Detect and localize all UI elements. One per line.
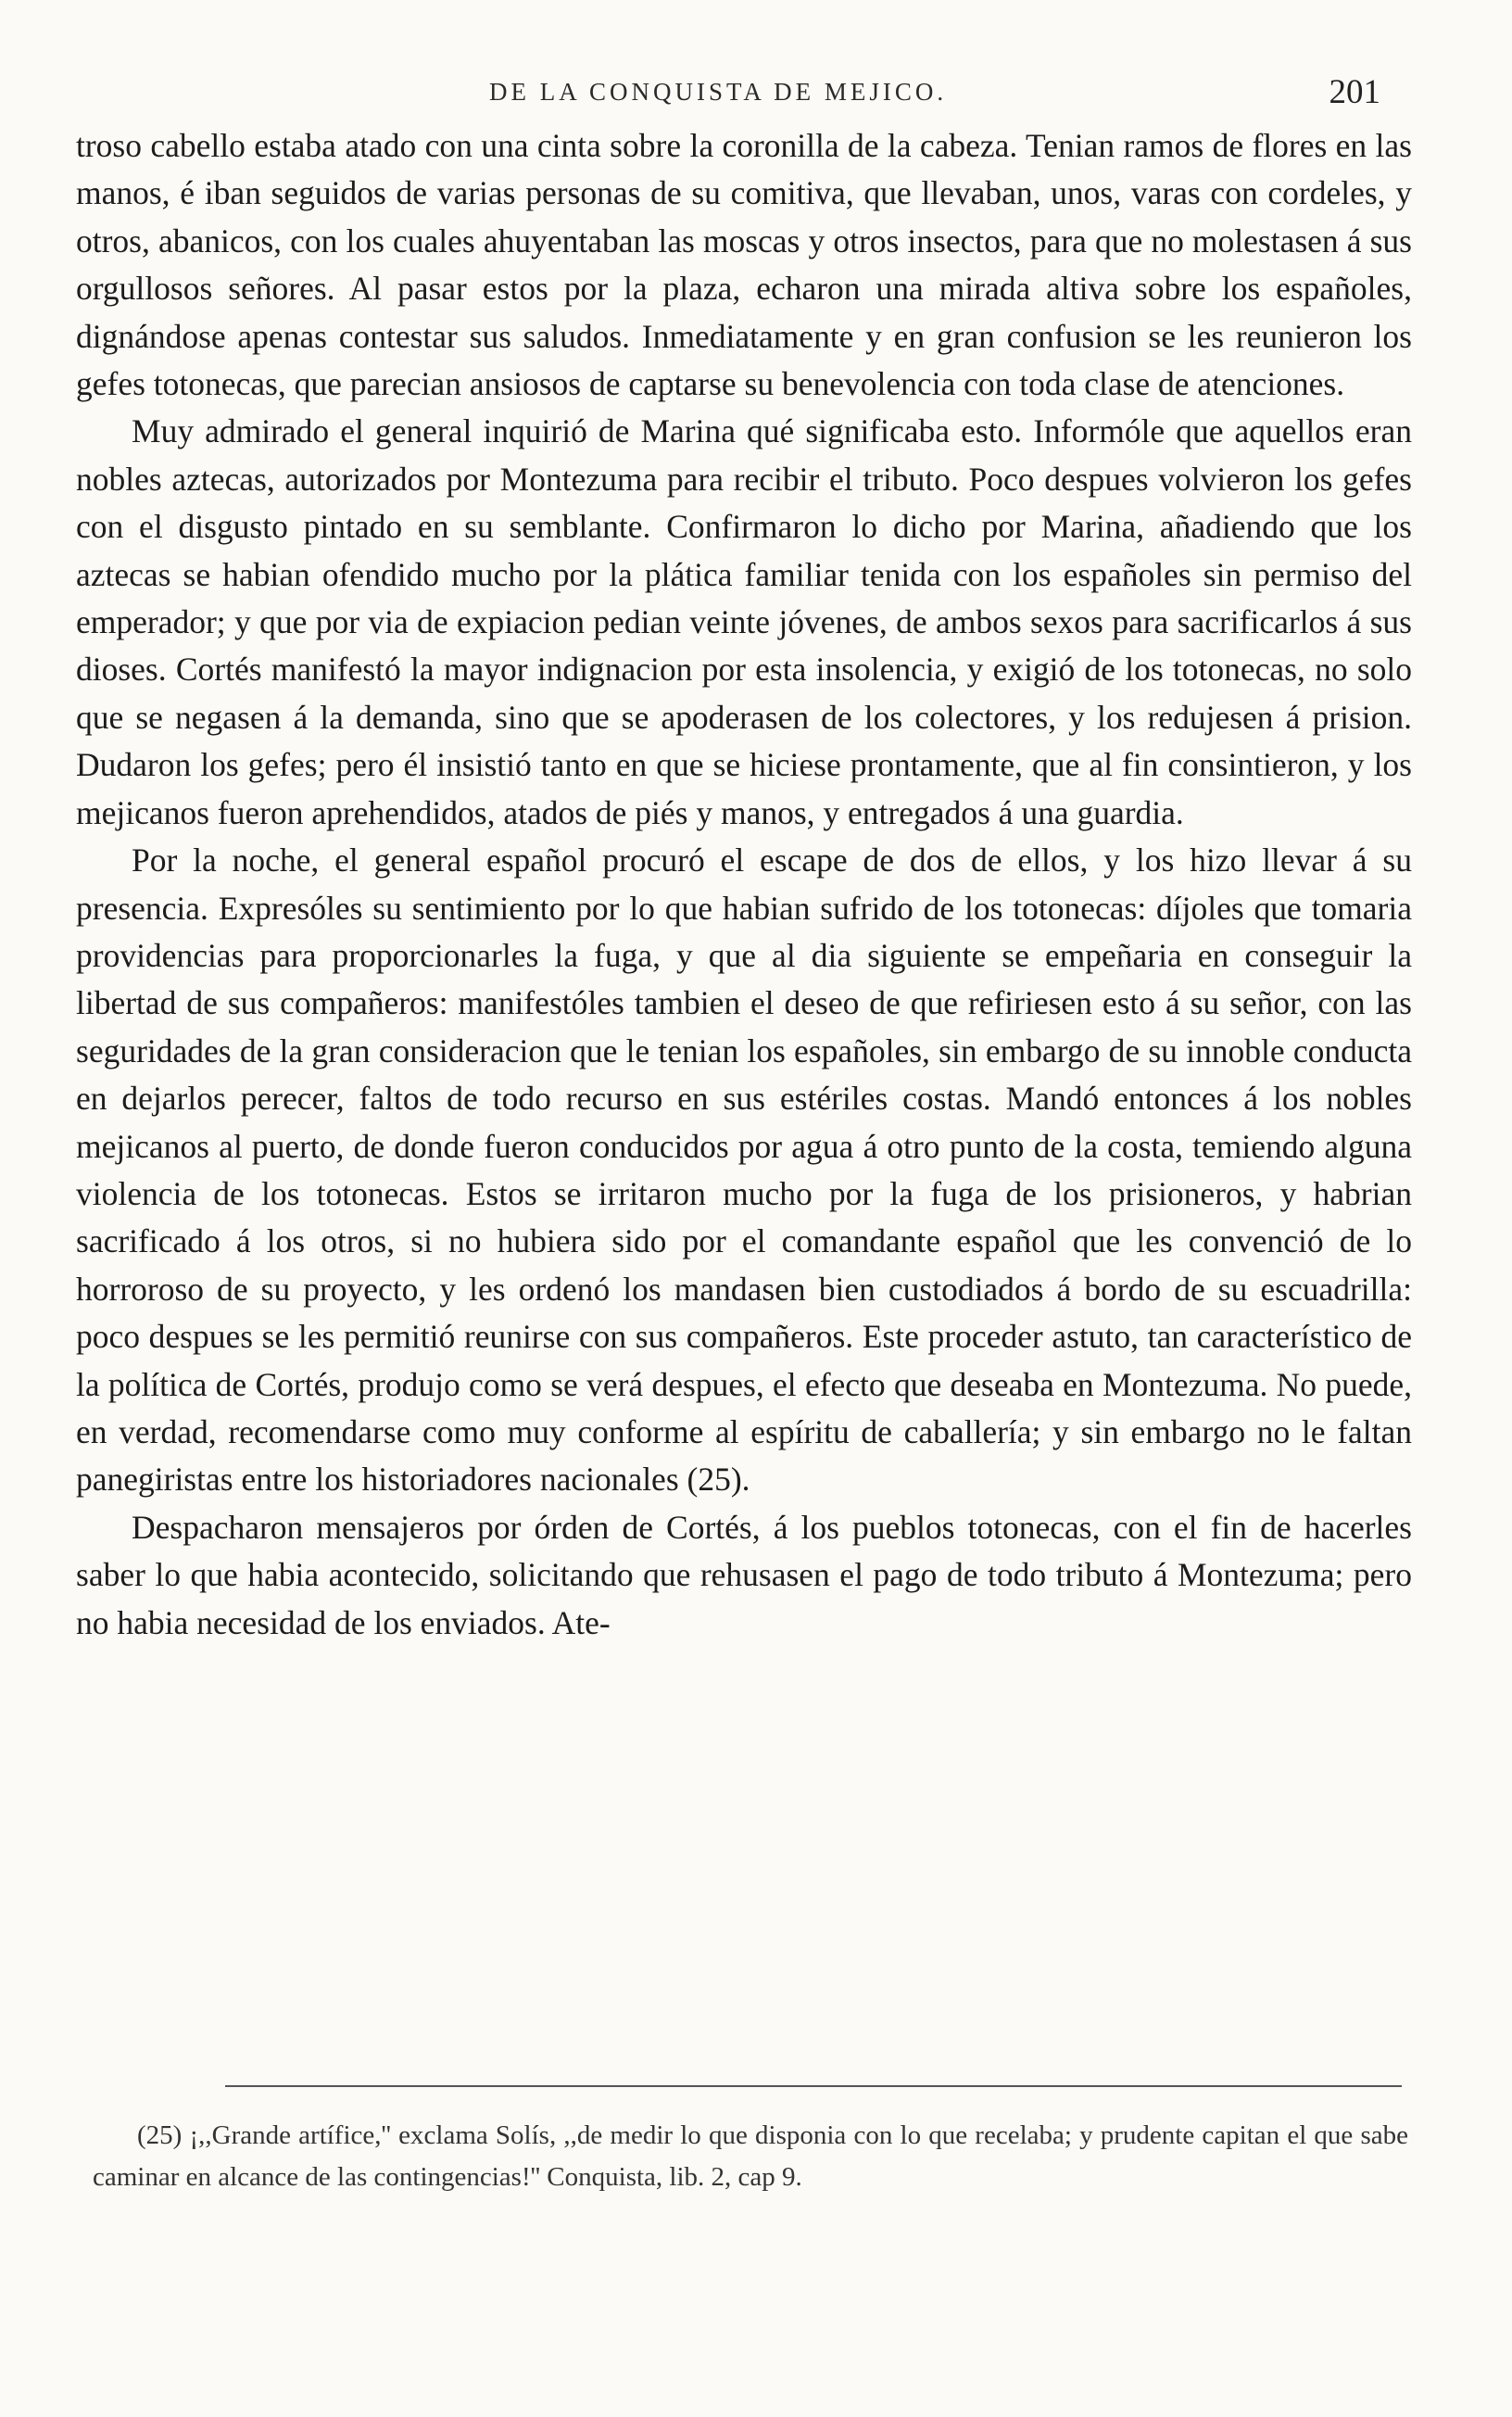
running-title: DE LA CONQUISTA DE MEJICO. [489,78,948,106]
body-text [76,122,1412,1647]
paragraph-2: Muy admirado el general inquirió de Marina qué significaba esto. Informóle que aquellos eran nobles aztecas, autorizados por Montezuma para recibir el tributo. Poco despues volvieron los gefes con el disgusto pintado en su semblante. Confirmaron lo dicho por Marina, añadiendo que los aztecas se habian ofendido mucho por la plática familiar tenida con los españoles sin permiso del emperador; y que por via de expiacion pedian veinte jóvenes, de ambos sexos para sacrificarlos á sus dioses. Cortés manifestó la mayor indignacion por esta insolencia, y exigió de los totonecas, no solo que se negasen á la demanda, sino que se apoderasen de los colectores, y los redujesen á prision. Dudaron los gefes; pero él insistió tanto en que se hiciese prontamente, que al fin consintieron, y los mejicanos fueron aprehendidos, atados de piés y manos, y entregados á una guardia. [76,412,1412,831]
paragraph-3: Por la noche, el general español procuró el escape de dos de ellos, y los hizo llevar á su presencia. Expresóles su sentimiento por lo que habian sufrido de los totonecas: díjoles que tomaria providencias para proporcionarles la fuga, y que al dia siguiente se empeñaria en conseguir la libertad de sus compañeros: manifestóles tambien el deseo de que refiriesen esto á su señor, con las seguridades de la gran consideracion que le tenian los españoles, sin embargo de su innoble conducta en dejarlos perecer, faltos de todo recurso en sus estériles costas. Mandó entonces á los nobles mejicanos al puerto, de donde fueron conducidos por agua á otro punto de la costa, temiendo alguna violencia de los totonecas. Estos se irritaron mucho por la fuga de los prisioneros, y habrian sacrificado á los otros, si no hubiera sido por el comandante español que les convenció de lo horroroso de su proyecto, y les ordenó los mandasen bien custodiados á bordo de su escuadrilla: poco despues se les permitió reunirse con sus compañeros. Este proceder astuto, tan característico de la política de Cortés, produjo como se verá despues, el efecto que deseaba en Montezuma. No puede, en verdad, recomendarse como muy conforme al espíritu de caballería; y sin embargo no le faltan panegiristas entre los historiadores nacionales (25). [76,842,1412,1499]
page-header [148,72,1380,119]
paragraph-4: Despacharon mensajeros por órden de Cortés, á los pueblos totonecas, con el fin de hacerles saber lo que habia acontecido, solicitando que rehusasen el pago de todo tributo á Montezuma; pero no habia necesidad de los enviados. Ate- [76,1508,1412,1641]
footnote-divider [225,2085,1402,2087]
paragraph-1: troso cabello estaba atado con una cinta sobre la coronilla de la cabeza. Tenian ramos de flores en las manos, é iban seguidos de varias personas de su comitiva, que llevaban, unos, varas con cordeles, y otros, abanicos, con los cuales ahuyentaban las moscas y otros insectos, para que no molestasen á sus orgullosos señores. Al pasar estos por la plaza, echaron una mirada altiva sobre los españoles, dignándose apenas contestar sus saludos. Inmediatamente y en gran confusion se les reunieron los gefes totonecas, que parecian ansiosos de captarse su benevolencia con toda clase de atenciones. [76,127,1412,403]
footnote-25: (25) ¡,,Grande artífice,'' exclama Solís, ,,de medir lo que disponia con lo que recelaba; y prudente capitan el que sabe caminar en alcance de las contingencias!'' Conquista, lib. 2, cap 9. [93,2120,1408,2192]
page-number: 201 [1329,73,1380,111]
